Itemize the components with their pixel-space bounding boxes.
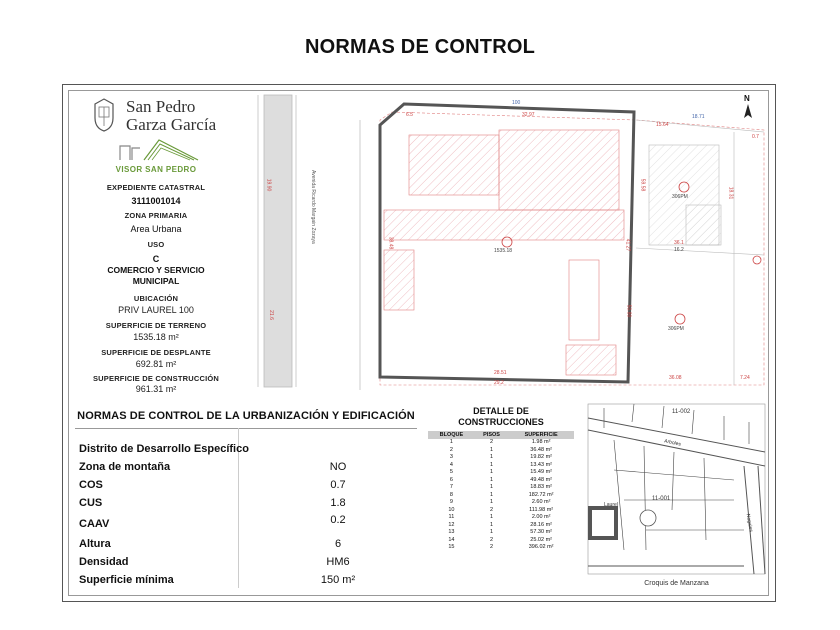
zona-label: ZONA PRIMARIA (124, 211, 188, 220)
detalle-cell: 1 (490, 514, 494, 520)
lot-main-label: 1535.18 (494, 248, 513, 254)
detalle-cell: 3 (449, 454, 453, 460)
detalle-cell: 1 (490, 521, 494, 528)
normas-row-label: CUS (79, 497, 103, 509)
page-title: NORMAS DE CONTROL (304, 36, 536, 58)
uso-desc-line1: COMERCIO Y SERVICIO (107, 265, 205, 275)
detalle-cell: 2 (490, 506, 494, 513)
detalle-cell: 18.83 m² (530, 484, 552, 490)
detalle-title-line1: DETALLE DE (473, 406, 529, 416)
detalle-cell: 12 (448, 521, 455, 528)
detalle-cell: 2.60 m² (531, 499, 551, 505)
detalle-cell: 49.48 m² (530, 476, 552, 483)
croquis-map (584, 400, 769, 596)
detalle-cell: 1 (490, 461, 494, 468)
dim-label: 15.64 (656, 122, 669, 128)
cadastral-map (244, 90, 769, 397)
lot-right-label: 306PM (672, 194, 688, 200)
column-header: PISOS (475, 431, 508, 439)
detalle-cell: 8 (449, 491, 453, 498)
dim-label: 18.71 (692, 114, 705, 120)
detalle-cell: 1.98 m² (531, 439, 551, 445)
logo-line-2: Garza García (126, 115, 217, 134)
detalle-row (428, 514, 574, 522)
normas-title: NORMAS DE CONTROL DE LA URBANIZACIÓN Y EDIFICACIÓN (77, 410, 415, 422)
uso-label: USO (147, 240, 165, 249)
sup-desplante-label: SUPERFICIE DE DESPLANTE (101, 348, 211, 357)
detalle-cell: 13.43 m² (530, 461, 552, 468)
cadastral-map-drawing (244, 90, 769, 397)
detalle-cell: 10 (448, 506, 455, 513)
normas-row-label: Densidad (79, 556, 129, 568)
dim-label: 38.48 (387, 236, 394, 250)
normas-row-label: CAAV (79, 518, 110, 530)
detalle-row (428, 522, 574, 530)
zona-value: Area Urbana (130, 224, 182, 234)
normas-row-value: 1.8 (330, 497, 346, 509)
sup-terreno-value: 1535.18 m² (133, 332, 179, 342)
detalle-cell: 182.72 m² (528, 491, 554, 498)
detalle-cell: 1 (490, 499, 494, 505)
detalle-cell: 1 (490, 484, 494, 490)
croquis-panel (584, 400, 769, 596)
visor-label: VISOR SAN PEDRO (115, 165, 197, 174)
normas-row-value: 0.7 (330, 479, 346, 491)
detalle-cell: 1 (490, 469, 494, 475)
north-label: N (744, 94, 750, 103)
detalle-cell: 57.30 m² (530, 529, 552, 535)
normas-row-value: NO (329, 461, 347, 473)
dim-label: 59.58 (639, 178, 646, 192)
detalle-cell: 1 (449, 439, 453, 445)
dim-label: 29.2 (494, 380, 504, 386)
normas-row-value: HM6 (326, 556, 350, 568)
croquis-street-a: Arboles (663, 438, 682, 448)
detalle-cell: 19.82 m² (530, 454, 552, 460)
column-header: BLOQUE (428, 431, 475, 439)
detalle-row (428, 454, 574, 462)
normas-row-label: Altura (79, 538, 111, 550)
detalle-cell: 11 (448, 514, 455, 520)
info-panel (68, 90, 244, 397)
detalle-row (428, 462, 574, 470)
detalle-cell: 2 (449, 446, 453, 453)
detalle-header-row (428, 431, 574, 439)
detalle-cell: 36.48 m² (530, 446, 552, 453)
detalle-cell: 2 (490, 544, 494, 550)
detalle-construcciones-panel (428, 400, 580, 596)
detalle-cell: 1 (490, 454, 494, 460)
dim-label: 100 (512, 100, 521, 106)
ubicacion-label: UBICACIÓN (133, 294, 179, 303)
detalle-cell: 14 (448, 536, 455, 543)
dim-label: 18.31 (727, 186, 734, 200)
municipal-seal-icon (92, 98, 116, 132)
detalle-cell: 2 (490, 536, 494, 543)
normas-divider (75, 428, 417, 429)
detalle-cell: 5 (449, 469, 453, 475)
dim-label: 36.1 (674, 240, 684, 246)
dim-label: 36.08 (669, 375, 682, 381)
detalle-cell: 4 (449, 461, 453, 468)
detalle-cell: 7 (449, 484, 453, 490)
column-header: SUPERFICIE (508, 431, 574, 439)
detalle-row (428, 469, 574, 477)
normas-row-label: Distrito de Desarrollo Específico (79, 443, 249, 455)
detalle-row (428, 492, 574, 500)
detalle-cell: 2 (490, 439, 494, 445)
detalle-cell: 111.98 m² (529, 506, 554, 513)
expediente-label: EXPEDIENTE CATASTRAL (106, 183, 206, 192)
detalle-cell: 13 (448, 529, 455, 535)
croquis-label-top: 11-002 (672, 409, 691, 415)
logo-line-1: San Pedro (126, 97, 196, 116)
dim-label: 50.80 (625, 304, 632, 318)
lot-right-label-2: 306PM (668, 326, 684, 332)
dim-label: 21.6 (267, 310, 274, 320)
normas-row-value: 150 m² (320, 574, 356, 586)
croquis-label-block: 11-001 (652, 496, 671, 502)
detalle-cell: 9 (449, 499, 453, 505)
detalle-table (428, 431, 574, 552)
detalle-cell: 1 (490, 446, 494, 453)
detalle-row (428, 439, 574, 447)
dim-label: 16.2 (674, 247, 684, 253)
detalle-cell: 1 (490, 491, 494, 498)
detalle-cell: 28.16 m² (530, 521, 552, 528)
normas-row-value: 6 (334, 538, 342, 550)
dim-label: 19.90 (265, 178, 272, 192)
croquis-street-c: Nogales (744, 513, 754, 533)
detalle-row (428, 484, 574, 492)
visor-logo-icon (114, 136, 200, 164)
normas-row-value: 0.2 (330, 514, 346, 526)
detalle-cell: 25.02 m² (530, 536, 552, 543)
normas-row-label: COS (79, 479, 103, 491)
detalle-row (428, 477, 574, 485)
detalle-cell: 15.49 m² (530, 469, 552, 475)
dim-label: 41.27 (624, 238, 631, 252)
street-label: Avenida Ricardo Margain Zozaya (310, 170, 316, 244)
dim-label: 32.97 (522, 112, 535, 118)
dim-label: 0.7 (752, 134, 759, 140)
detalle-row (428, 537, 574, 545)
sup-terreno-label: SUPERFICIE DE TERRENO (105, 321, 207, 330)
detalle-row (428, 447, 574, 455)
normas-row-label: Superficie mínima (79, 574, 174, 586)
detalle-row (428, 544, 574, 552)
detalle-cell: 2.00 m² (531, 514, 551, 520)
detalle-row (428, 499, 574, 507)
expediente-value: 3111001014 (131, 196, 181, 206)
detalle-cell: 1 (490, 476, 494, 483)
dim-label: 28.51 (494, 370, 507, 376)
normas-panel (68, 400, 424, 596)
sup-desplante-value: 692.81 m² (135, 359, 177, 369)
sup-construccion-value: 961.31 m² (135, 384, 177, 394)
detalle-cell: 15 (448, 544, 455, 550)
detalle-cell: 396.02 m² (528, 544, 554, 550)
dim-label: 7.24 (740, 375, 750, 381)
detalle-row (428, 507, 574, 515)
croquis-street-b: Laurel (604, 502, 618, 508)
detalle-title-line2: CONSTRUCCIONES (458, 417, 544, 427)
ubicacion-value: PRIV LAUREL 100 (118, 305, 194, 315)
detalle-row (428, 529, 574, 537)
uso-code: C (152, 254, 160, 264)
dim-label: 6.5 (406, 112, 413, 118)
sup-construccion-label: SUPERFICIE DE CONSTRUCCIÓN (92, 374, 220, 383)
normas-row-label: Zona de montaña (79, 461, 171, 473)
croquis-caption: Croquis de Manzana (644, 580, 709, 587)
uso-desc-line2: MUNICIPAL (132, 276, 180, 286)
detalle-cell: 1 (490, 529, 494, 535)
detalle-cell: 6 (449, 476, 453, 483)
